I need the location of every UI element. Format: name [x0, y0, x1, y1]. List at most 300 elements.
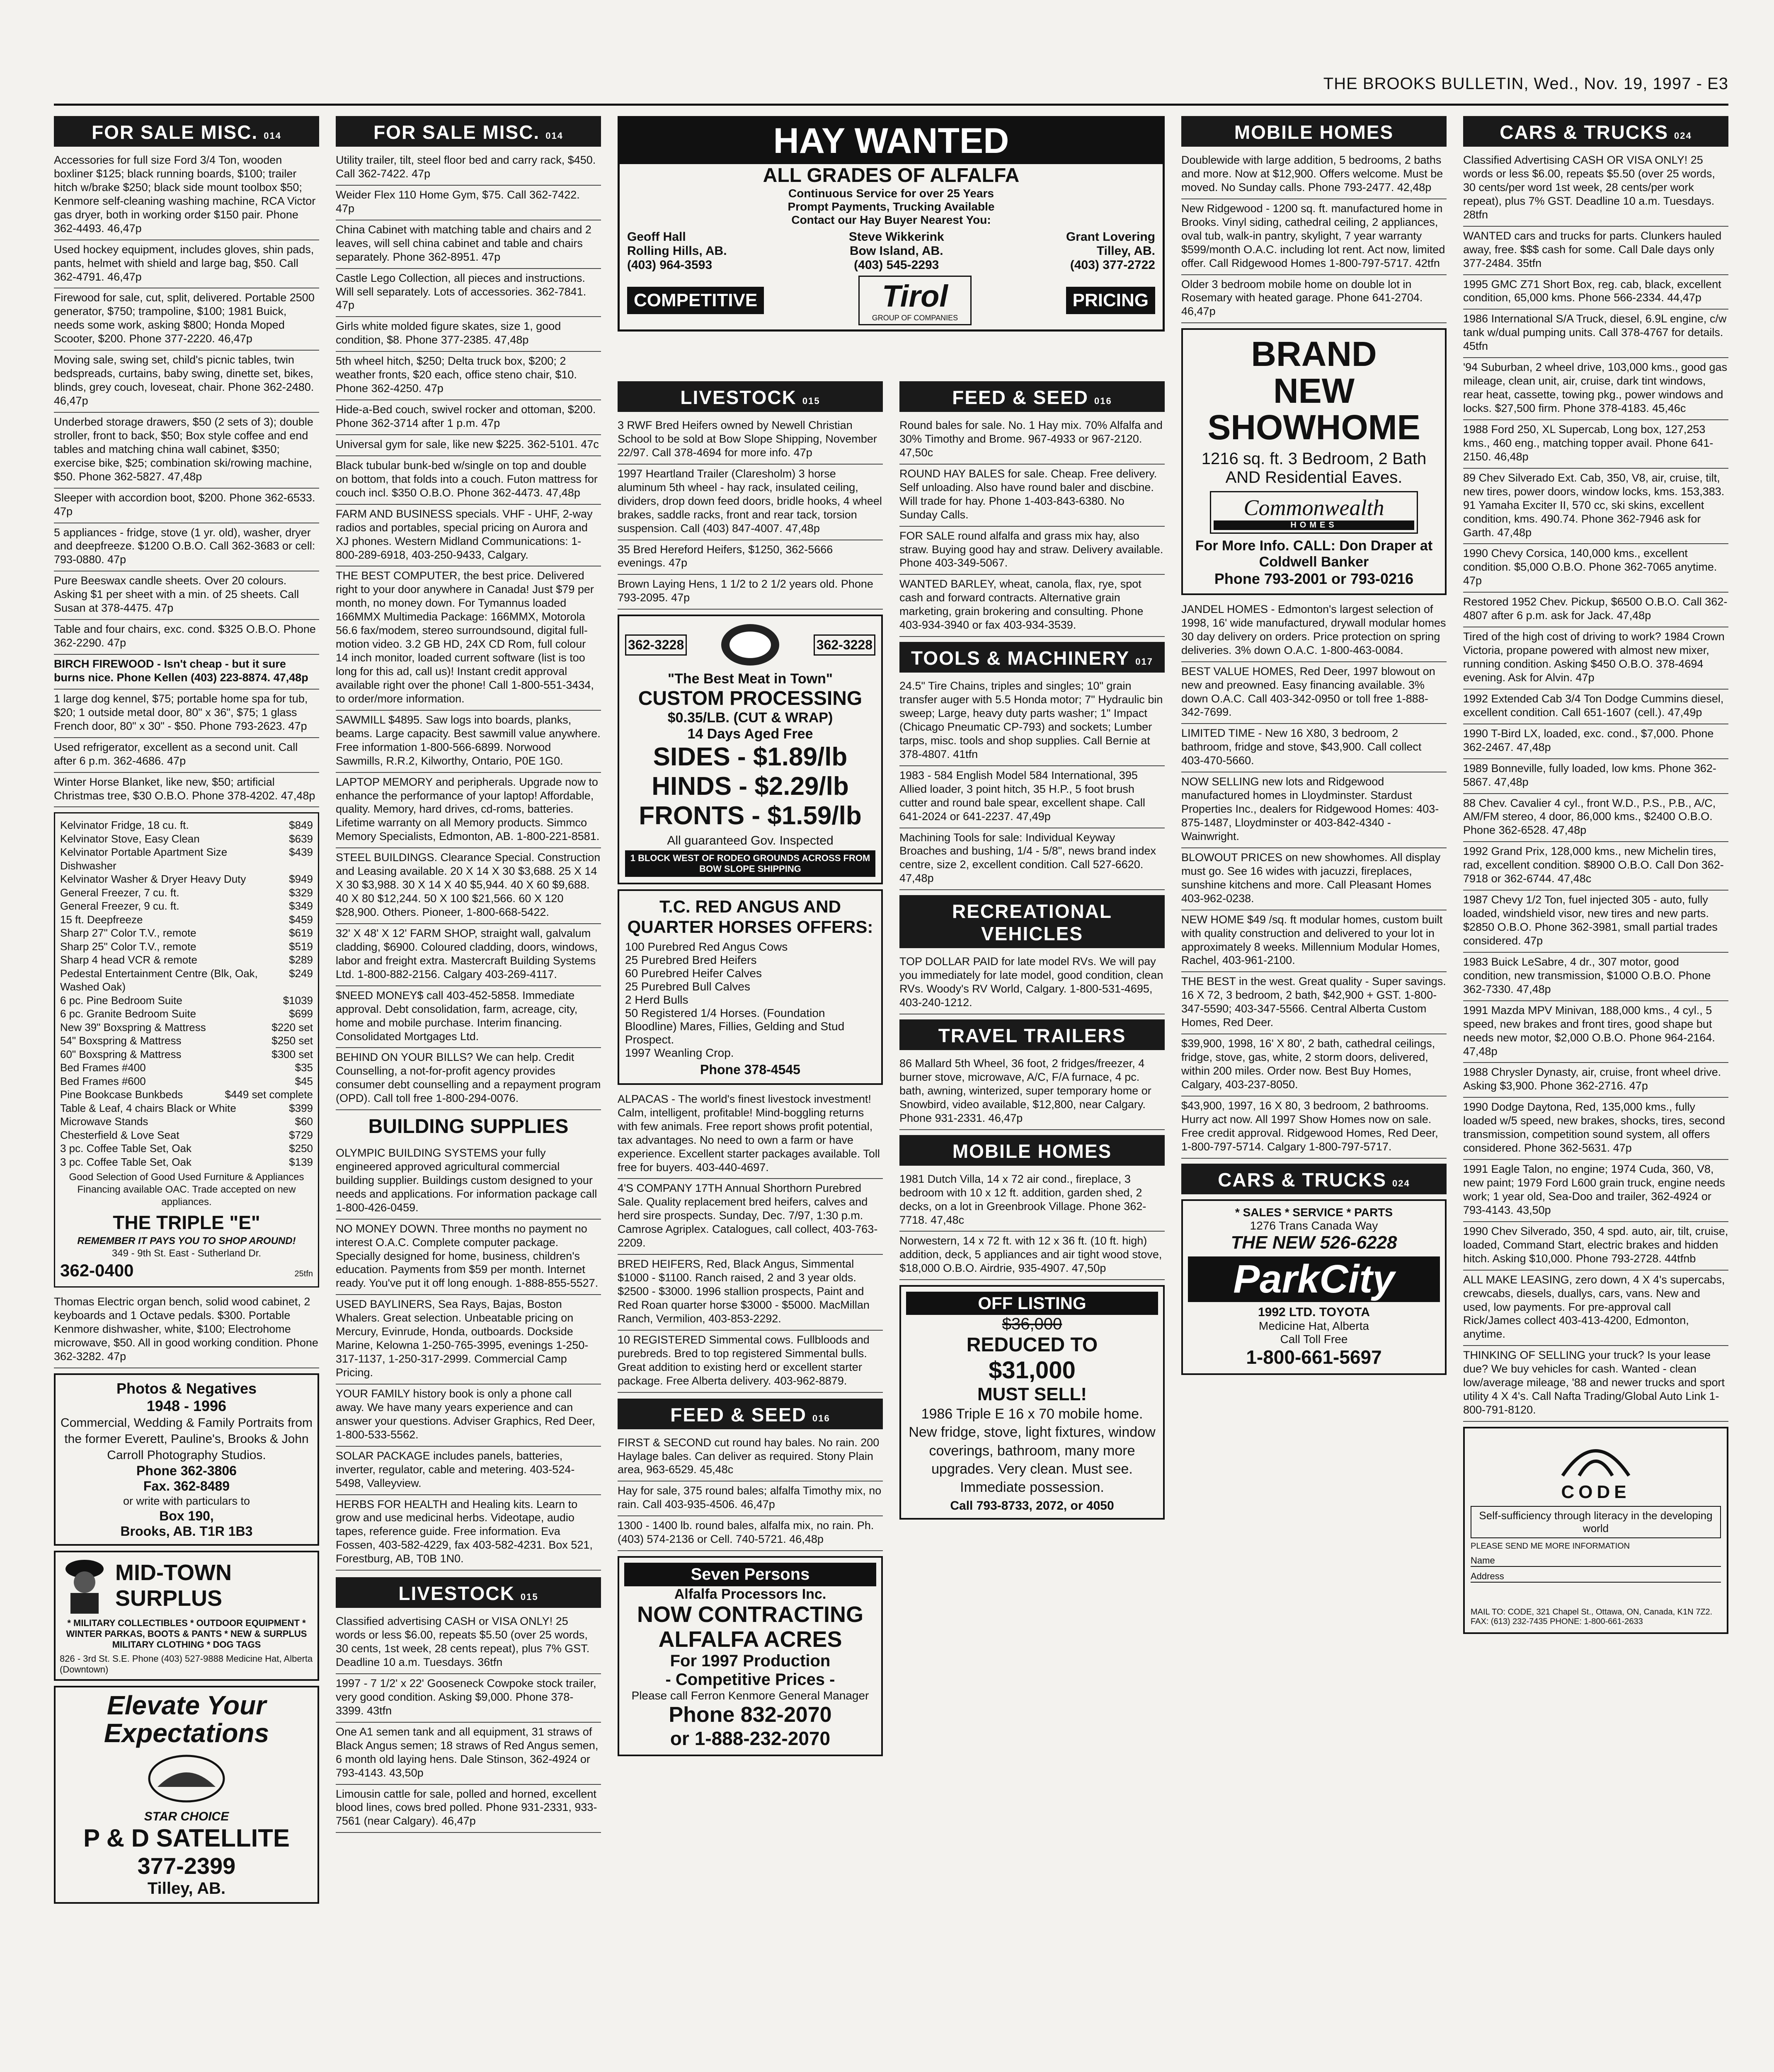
classified-ad: Table and four chairs, exc. cond. $325 O.B.O. Phone 362-2290. 47p — [54, 620, 319, 655]
pd-satellite-ad — [54, 1686, 319, 1903]
classified-ad: 1991 Mazda MPV Minivan, 188,000 kms., 4 cyl., 5 speed, new brakes and front tires, good shape but needs new motor, $2,000 O.B.O. Phone 964-2164. 47,48p — [1463, 1001, 1728, 1063]
ad-list — [899, 677, 1165, 890]
competitive-label: COMPETITIVE — [627, 287, 764, 314]
item-price: $349 — [289, 900, 313, 913]
meat-line: $0.35/LB. (CUT & WRAP) — [667, 710, 833, 726]
price-row — [60, 926, 313, 940]
parkcity-address: 1276 Trans Canada Way — [1250, 1219, 1378, 1232]
classified-ad: 1987 Chevy 1/2 Ton, fuel injected 305 - auto, fully loaded, windshield visor, new tires and new parts. $2850 O.B.O. Phone 362-3981, small partial trades considered. 47p — [1463, 891, 1728, 953]
classified-ad: THE BEST COMPUTER, the best price. Delivered right to your door anywhere in Canada! Just $79 per month, no money down. For Tymannus loaded 166MMX Multimedia Package: 166MMX, Motorola 56.6 fax/modem, stereo surroundsound, digital full-motion video. 3.2 GB HD, 24X CD Rom, full colour 14 inch monitor, loaded current software (list is too long for this ad, call us)! Instant credit approval available right over the phone! Call 1-800-551-3434, to order/more information. — [336, 566, 601, 710]
classified-ad: 24.5" Tire Chains, triples and singles; 10" grain transfer auger with 5.5 Honda motor; 7" Hydraulic bin sweep; Large, heavy duty parts washer; 1" Impact (Chicago Pneumatic CP-793) and sockets; Lumber tarps, misc. tools and shop supplies. Call Bernie at 378-4807. 41tfn — [899, 677, 1165, 766]
price-row — [60, 1048, 313, 1061]
classified-ad: 1981 Dutch Villa, 14 x 72 air cond., fireplace, 3 bedroom with 10 x 12 ft. addition, garden shed, 2 decks, on a lot in Greenbrook Village. Phone 362-7718. 47,48c — [899, 1170, 1165, 1232]
code-tagline: Self-sufficiency through literacy in the developing world — [1471, 1506, 1721, 1538]
page-header: THE BROOKS BULLETIN, Wed., Nov. 19, 1997 - E3 — [1323, 75, 1728, 93]
new-price: $31,000 — [989, 1357, 1076, 1384]
code-name-field[interactable]: Name — [1471, 1555, 1721, 1567]
item-name: General Freezer, 9 cu. ft. — [60, 900, 179, 913]
price-row — [60, 1128, 313, 1142]
hay-buyer-1: Geoff Hall Rolling Hills, AB. (403) 964-3593 — [627, 230, 727, 272]
classified-ad: STEEL BUILDINGS. Clearance Special. Construction and Leasing available. 20 X 14 X 30 $3,688. 25 X 14 X 30 $3,988. 30 X 14 X 40 $5,944. 40 X 60 $9,688. 40 X 80 $12,244. 50 X 100 $21,566. 60 X 120 $28,900. Others. Pioneer, 1-800-668-5422. — [336, 848, 601, 924]
hay-buyer-3: Grant Lovering Tilley, AB. (403) 377-2722 — [1066, 230, 1155, 272]
item-price: $949 — [289, 873, 313, 886]
item-name: 60" Boxspring & Mattress — [60, 1048, 182, 1060]
section-header-for-sale-misc: FOR SALE MISC. 014 — [336, 116, 601, 147]
classified-ad: Girls white molded figure skates, size 1, good condition, $8. Phone 377-2385. 47,48p — [336, 317, 601, 352]
item-price: $139 — [289, 1155, 313, 1168]
reduced-label: REDUCED TO — [966, 1334, 1098, 1356]
item-price: $699 — [289, 1007, 313, 1020]
persons-phone-alt: or 1-888-232-2070 — [670, 1727, 831, 1749]
section-header-building-supplies: BUILDING SUPPLIES — [368, 1116, 569, 1138]
meat-location: 1 BLOCK WEST OF RODEO GROUNDS ACROSS FROM BOW SLOPE SHIPPING — [625, 850, 875, 877]
classified-ad: 4'S COMPANY 17TH Annual Shorthorn Purebred Sale. Quality replacement bred heifers, calves and herd sire prospects. Sunday, Dec. 7/97, 1:30 p.m. Camrose Agriplex. Catalogues, call collect, 403-763-2209. — [618, 1179, 883, 1255]
section-header-feed-seed: FEED & SEED 016 — [899, 381, 1165, 412]
column-4 — [899, 381, 1165, 1525]
section-header-cars-trucks: CARS & TRUCKS 024 — [1463, 116, 1728, 147]
price-row — [60, 953, 313, 967]
item-price: $439 — [289, 846, 313, 859]
classified-ad: HERBS FOR HEALTH and Healing kits. Learn to grow and use medicinal herbs. Videotape, audio tapes, reference guide. Free information. Eva Fossen, 403-582-4229, fax 403-582-4231. Box 521, Forestburg, AB, T0B 1N0. — [336, 1495, 601, 1571]
parkcity-toll-label: Call Toll Free — [1280, 1332, 1348, 1346]
item-price: $300 set — [271, 1048, 313, 1060]
classified-ad: BRED HEIFERS, Red, Black Angus, Simmental $1000 - $1100. Ranch raised, 2 and 3 year olds. $2500 - $3000. 1996 stallion prospects, Paint and Red Roan quarter horse $3000 - $5000. MacMillan Ranch, Vermilion, 403-853-2292. — [618, 1255, 883, 1331]
classified-ad: $NEED MONEY$ call 403-452-5858. Immediate approval. Debt consolidation, farm, acreage, city, home and mobile purchase. Interim financing. Consolidated Mortgages Ltd. — [336, 986, 601, 1048]
price-row — [60, 818, 313, 832]
section-header-cars-trucks: CARS & TRUCKS 024 — [1181, 1164, 1447, 1194]
classified-ad: LAPTOP MEMORY and peripherals. Upgrade now to enhance the performance of your laptop! Affordable, quality. Memory, hard drives, cd-roms, batteries. Lifetime warranty on all Memory products. Simmco Memory Specialists, Edmonton, AB. 1-800-221-8581. — [336, 773, 601, 849]
classified-ad: China Cabinet with matching table and chairs and 2 leaves, will sell china cabinet and table and chairs separately. Phone 362-8951. 47p — [336, 220, 601, 269]
ad-list — [618, 1433, 883, 1552]
item-price: $249 — [289, 967, 313, 980]
off-listing-ad — [899, 1285, 1165, 1520]
parkcity-tag: * SALES * SERVICE * PARTS — [1235, 1205, 1393, 1219]
midtown-name-2: SURPLUS — [115, 1586, 223, 1611]
photos-city: Brooks, AB. T1R 1B3 — [120, 1524, 253, 1539]
item-name: General Freezer, 7 cu. ft. — [60, 886, 179, 899]
classified-ad: 1988 Ford 250, XL Supercab, Long box, 127,253 kms., 460 eng., matching topper avail. Phone 641-2150. 46,48p — [1463, 420, 1728, 469]
item-name: Kelvinator Portable Apartment Size Dishwasher — [60, 846, 228, 872]
newspaper-page — [54, 62, 1728, 2072]
section-header-livestock: LIVESTOCK 015 — [336, 1577, 601, 1608]
parkcity-sub: 1992 LTD. TOYOTA — [1258, 1305, 1370, 1319]
code-literacy-ad — [1463, 1427, 1728, 1634]
classified-ad: SAWMILL $4895. Saw logs into boards, planks, beams. Large capacity. Best sawmill value anywhere. Free information 1-800-566-6899. Norwood Sawmills, R.R.2, Kilworthy, Ontario, P0E 1G0. — [336, 711, 601, 773]
triple-e-address: 349 - 9th St. East - Sutherland Dr. — [111, 1247, 262, 1259]
tc-red-angus-ad — [618, 889, 883, 1085]
classified-ad: BLOWOUT PRICES on new showhomes. All display must go. See 16 wides with jacuzzi, fireplaces, sunshine kitchens and more. Call Pleasant Homes 403-962-0238. — [1181, 848, 1447, 910]
classified-ad: Round bales for sale. No. 1 Hay mix. 70% Alfalfa and 30% Timothy and Brome. 967-4933 or 967-2120. 47,50c — [899, 416, 1165, 465]
meat-line: CUSTOM PROCESSING — [638, 687, 863, 710]
classified-ad: Machining Tools for sale: Individual Keyway Broaches and bushing, 1/4 - 5/8", news brand index centre, size 2, excellent condition. Call 527-6620. 47,48p — [899, 828, 1165, 891]
classified-ad: OLYMPIC BUILDING SYSTEMS your fully engineered approved agricultural commercial building supplier. Buildings custom designed to your needs and applications. For information package call 1-800-426-0459. — [336, 1144, 601, 1220]
brand-new-showhome-ad — [1181, 328, 1447, 595]
price-row — [60, 1061, 313, 1075]
classified-ad: 10 REGISTERED Simmental cows. Fullbloods and purebreds. Bred to top registered Simmental bulls. Great addition to existing herd or excellent starter package. Free Alberta delivery. 403-962-8879. — [618, 1331, 883, 1393]
item-name: 15 ft. Deepfreeze — [60, 913, 143, 926]
hay-buyer-2: Steve Wikkerink Bow Island, AB. (403) 545-2293 — [848, 230, 944, 272]
hay-line: Continuous Service for over 25 Years — [788, 187, 994, 200]
classified-ad: 3 RWF Bred Heifers owned by Newell Christian School to be sold at Bow Slope Shipping, November 22/97. Call 378-4694 for more info. 47p — [618, 416, 883, 465]
item-name: Sharp 27" Color T.V., remote — [60, 927, 196, 939]
item-name: 3 pc. Coffee Table Set, Oak — [60, 1142, 192, 1155]
satellite-headline: Elevate Your — [107, 1690, 267, 1721]
classified-ad: ROUND HAY BALES for sale. Cheap. Free delivery. Self unloading. Also have round baler and discbine. Will trade for hay. Phone 1-403-843-6380. No Sunday Calls. — [899, 465, 1165, 527]
item-price: $329 — [289, 886, 313, 899]
ad-list — [899, 952, 1165, 1014]
list-item: 60 Purebred Heifer Calves — [625, 966, 762, 980]
angus-phone: Phone 378-4545 — [700, 1062, 800, 1077]
photos-years: 1948 - 1996 — [146, 1397, 227, 1415]
parkcity-logo: ParkCity — [1188, 1256, 1440, 1302]
ad-list — [899, 1054, 1165, 1130]
classified-ad: YOUR FAMILY history book is only a phone call away. We have many years experience and can answer your questions. Adviser Graphics, Red Deer, 1-800-533-5562. — [336, 1385, 601, 1447]
meat-price: SIDES - $1.89/lb — [653, 743, 848, 772]
must-sell: MUST SELL! — [977, 1384, 1087, 1405]
classified-ad: 35 Bred Hereford Heifers, $1250, 362-5666 evenings. 47p — [618, 540, 883, 575]
ad-list — [899, 1170, 1165, 1280]
classified-ad: Weider Flex 110 Home Gym, $75. Call 362-7422. 47p — [336, 186, 601, 220]
price-row — [60, 886, 313, 900]
midtown-surplus-ad — [54, 1551, 319, 1681]
section-header-travel-trailers: TRAVEL TRAILERS — [899, 1019, 1165, 1050]
classified-ad: NOW SELLING new lots and Ridgewood manufactured homes in Lloydminster. Stardust Properties Inc., dealers for Ridgewood Homes: 403-875-1487, Lloydminster or 403-842-4340 - Wainwright. — [1181, 772, 1447, 848]
classified-ad: SOLAR PACKAGE includes panels, batteries, inverter, regulator, cable and metering. 403-524-5498, Valleyview. — [336, 1447, 601, 1495]
classified-ad: Older 3 bedroom mobile home on double lot in Rosemary with heated garage. Phone 641-2704. 46,47p — [1181, 275, 1447, 324]
midtown-name: MID-TOWN — [115, 1560, 232, 1585]
midtown-address: 826 - 3rd St. S.E. Phone (403) 527-9888 Medicine Hat, Alberta (Downtown) — [60, 1653, 313, 1675]
price-row — [60, 994, 313, 1007]
classified-ad: 1991 Eagle Talon, no engine; 1974 Cuda, 360, V8, new paint; 1979 Ford L600 grain truck, engine needs work; 1 year old, Sea-Doo and trailer, 362-4924 or 793-4143. 43,50p — [1463, 1160, 1728, 1222]
classified-ad: ALL MAKE LEASING, zero down, 4 X 4's supercabs, crewcabs, diesels, duallys, cars, vans. New and used, low payments. For pre-approval call Rick/James collect 403-413-4200, Edmonton, anytime. — [1463, 1271, 1728, 1346]
item-name: Kelvinator Washer & Dryer Heavy Duty — [60, 873, 246, 886]
item-price: $619 — [289, 927, 313, 939]
showhome-headline: BRAND — [1251, 334, 1377, 374]
item-price: $60 — [295, 1115, 313, 1128]
list-item: 50 Registered 1/4 Horses. (Foundation Bloodline) Mares, Fillies, Gelding and Stud Prospect. — [625, 1006, 845, 1046]
code-logo-icon — [1471, 1434, 1721, 1482]
meat-price: HINDS - $2.29/lb — [652, 772, 849, 801]
satellite-dish-icon — [60, 1748, 313, 1810]
classified-ad: 1986 International S/A Truck, diesel, 6.9L engine, c/w tank w/dual pumping units. Call 378-4767 for details. 45tfn — [1463, 310, 1728, 358]
classified-ad: BIRCH FIREWOOD - Isn't cheap - but it sure burns nice. Phone Kellen (403) 223-8874. 47,48p — [54, 655, 319, 690]
old-price: $36,000 — [1002, 1315, 1062, 1334]
showhome-info: For More Info. CALL: Don Draper at Coldwell Banker — [1195, 537, 1433, 570]
ad-list — [618, 1090, 883, 1393]
classified-ad: One A1 semen tank and all equipment, 31 straws of Black Angus semen; 18 straws of Red Angus semen, 6 month old laying hens. Dale Stinson, 362-4924 or 793-4143. 43,50p — [336, 1723, 601, 1785]
classified-ad: Black tubular bunk-bed w/single on top and double on bottom, that folds into a couch. Futon mattress for couch incl. $350 O.B.O. Phone 362-4473. 47,48p — [336, 456, 601, 505]
item-price: $639 — [289, 832, 313, 845]
column-2 — [336, 116, 601, 1833]
triple-e-tagline: REMEMBER IT PAYS YOU TO SHOP AROUND! — [77, 1235, 296, 1247]
item-name: New 39" Boxspring & Mattress — [60, 1021, 206, 1034]
price-row — [60, 1101, 313, 1115]
angus-headline: T.C. RED ANGUS AND QUARTER HORSES OFFERS: — [627, 897, 873, 937]
classified-ad: 1992 Grand Prix, 128,000 kms., new Michelin tires, rad, excellent condition. $8900 O.B.O. Call Don 362-7918 or 362-6744. 47,48c — [1463, 842, 1728, 891]
classified-ad: NO MONEY DOWN. Three months no payment no interest O.A.C. Complete computer package. Specially designed for home, business, children's education. Payments from $59 per month. Internet ready. You've put it off long enough. 1-888-855-5527. — [336, 1220, 601, 1295]
persons-name: Seven Persons — [624, 1563, 876, 1586]
list-item: 100 Purebred Red Angus Cows — [625, 940, 788, 953]
hay-wanted-subtitle: ALL GRADES OF ALFALFA — [763, 165, 1020, 186]
photos-body: Commercial, Wedding & Family Portraits from the former Everett, Pauline's, Brooks & John Carroll Photography Studios. — [61, 1416, 313, 1462]
photos-negatives-ad — [54, 1373, 319, 1546]
column-3 — [618, 381, 883, 1761]
item-name: 6 pc. Granite Bedroom Suite — [60, 1007, 196, 1020]
photos-title: Photos & Negatives — [116, 1380, 257, 1397]
price-row — [60, 913, 313, 927]
classified-ad: Thomas Electric organ bench, solid wood cabinet, 2 keyboards and 1 Octave pedals. $300. Portable Kenmore dishwasher, white, $100; Electrohome microwave, $50. All in good working condition. Phone 362-3282. 47p — [54, 1293, 319, 1368]
ad-list — [618, 416, 883, 610]
classified-ad: THE BEST in the west. Great quality - Super savings. 16 X 72, 3 bedroom, 2 bath, $42,900 + GST. 1-800-347-5590; 403-347-5566. Central Alberta Custom Homes, Red Deer. — [1181, 972, 1447, 1034]
classified-ad: 1988 Chrysler Dynasty, air, cruise, front wheel drive. Asking $3,900. Phone 362-2716. 47p — [1463, 1063, 1728, 1098]
angus-list — [625, 940, 875, 1060]
section-header-for-sale-misc: FOR SALE MISC. 014 — [54, 116, 319, 147]
item-price: $1039 — [283, 994, 313, 1007]
hay-line: Prompt Payments, Trucking Available — [788, 200, 995, 213]
persons-sub: Alfalfa Processors Inc. — [674, 1586, 826, 1602]
code-address-field[interactable]: Address — [1471, 1571, 1721, 1583]
price-row — [60, 872, 313, 886]
pricing-label: PRICING — [1066, 287, 1155, 314]
classified-ad: 88 Chev. Cavalier 4 cyl., front W.D., P.S., P.B., A/C, AM/FM stereo, 4 door, 86,000 kms., $2400 O.B.O. Phone 362-6528. 47,48p — [1463, 794, 1728, 842]
persons-line: - Competitive Prices - — [665, 1670, 835, 1689]
price-row — [60, 1021, 313, 1034]
satellite-town: Tilley, AB. — [147, 1879, 226, 1898]
classified-ad: 32' X 48' X 12' FARM SHOP, straight wall, galvalum cladding, $6900. Coloured cladding, doors, windows, labor and freight extra. Mastercraft Building Systems Ltd. 1-800-882-2156. Calgary 403-269-4117. — [336, 924, 601, 986]
parkcity-city: Medicine Hat, Alberta — [1258, 1319, 1369, 1332]
satellite-name: P & D SATELLITE — [83, 1824, 290, 1852]
price-row — [60, 1088, 313, 1101]
classified-ad: 1989 Bonneville, fully loaded, low kms. Phone 362-5867. 47,48p — [1463, 759, 1728, 794]
classified-ad: 1990 T-Bird LX, loaded, exc. cond., $7,000. Phone 362-2467. 47,48p — [1463, 724, 1728, 759]
classified-ad: Firewood for sale, cut, split, delivered. Portable 2500 generator, $750; trampoline, $100; 1981 Buick, needs some work, asking $800; Honda Moped Scooter, $200. Phone 377-2220. 46,47p — [54, 288, 319, 351]
hay-wanted-ad — [618, 116, 1165, 332]
item-price: $35 — [295, 1061, 313, 1074]
ad-list — [336, 1144, 601, 1571]
persons-phone: Phone 832-2070 — [669, 1702, 832, 1727]
classified-ad: 89 Chev Silverado Ext. Cab, 350, V8, air, cruise, tilt, new tires, power doors, window locks, kms. 153,383. 91 Yamaha Exciter II, 570 cc, ski skins, excellent condition, kms. 490.74. Phone 362-7946 ask for Garth. 47,48p — [1463, 469, 1728, 545]
photos-box: Box 190, — [159, 1508, 214, 1524]
classified-ad: Norwestern, 14 x 72 ft. with 12 x 36 ft. (10 ft. high) addition, deck, 5 appliances and air tight wood stove, $18,000 O.B.O. Airdrie, 935-4907. 47,50p — [899, 1232, 1165, 1280]
off-listing-body: 1986 Triple E 16 x 70 mobile home. New fridge, stove, light fixtures, window coverings, bathroom, many more upgrades. Very clean. Must see. Immediate possession. — [909, 1406, 1156, 1495]
item-price: $449 set complete — [225, 1088, 313, 1101]
section-header-recreational-vehicles: RECREATIONAL VEHICLES — [899, 895, 1165, 948]
classified-ad: $43,900, 1997, 16 X 80, 3 bedroom, 2 bathrooms. Hurry act now. All 1997 Show Homes now on sale. Free credit approval. Ridgewood Homes, Red Deer, 1-800-797-5714. Calgary 1-800-797-5717. — [1181, 1097, 1447, 1159]
showhome-phone: Phone 793-2001 or 793-0216 — [1214, 570, 1414, 587]
park-city-toyota-ad — [1181, 1199, 1447, 1375]
persons-line: NOW CONTRACTING ALFALFA ACRES — [637, 1602, 863, 1652]
item-name: Chesterfield & Love Seat — [60, 1128, 179, 1141]
section-header-feed-seed: FEED & SEED 016 — [618, 1399, 883, 1429]
column-3-4 — [618, 116, 1165, 1749]
classified-ad: Classified advertising CASH or VISA ONLY! 25 words or less $6.00, repeats $5.50 (over 25 words, 30 cents, 1st week, 28 cents repeat), plus 7% GST. Deadline 10 a.m. Tuesdays. 36tfn — [336, 1612, 601, 1674]
classified-ad: Moving sale, swing set, child's picnic tables, twin bedspreads, curtains, baby swing, dinette set, bikes, blinds, grey couch, loveseat, chair. Phone 362-2480. 46,47p — [54, 351, 319, 413]
price-row — [60, 1075, 313, 1088]
classified-ad: 1983 - 584 English Model 584 International, 395 Allied loader, 3 point hitch, 35 H.P., 5 foot brush cutter and round bale spear, excellent shape. Call 641-2024 or 641-2237. 47,49p — [899, 766, 1165, 828]
column-1 — [54, 116, 319, 1909]
classified-ad: Restored 1952 Chev. Pickup, $6500 O.B.O. Call 362-4807 after 6 p.m. ask for Jack. 47,48p — [1463, 593, 1728, 627]
classified-ad: Used refrigerator, excellent as a second unit. Call after 6 p.m. 362-4686. 47p — [54, 738, 319, 773]
price-row — [60, 832, 313, 846]
price-row — [60, 1007, 313, 1021]
classified-ad: 5 appliances - fridge, stove (1 yr. old), washer, dryer and deepfreeze. $1200 O.B.O. Call 362-3683 or cell: 793-0880. 47p — [54, 523, 319, 572]
triple-e-note: Good Selection of Good Used Furniture & Appliances Financing available OAC. Trade accepted on new appliances. — [69, 1172, 304, 1208]
section-header-mobile-homes: MOBILE HOMES — [899, 1135, 1165, 1166]
classified-ad: 1983 Buick LeSabre, 4 dr., 307 motor, good condition, new transmission, $1000 O.B.O. Phone 362-7330. 47,48p — [1463, 953, 1728, 1001]
classified-ad: 1990 Chev Silverado, 350, 4 spd. auto, air, tilt, cruise, loaded, Command Start, electric brakes and hidden hitch. Asking $10,000. Phone 793-2728. 44tfnb — [1463, 1222, 1728, 1271]
classified-ad: FARM AND BUSINESS specials. VHF - UHF, 2-way radios and portables, special pricing on Aurora and XJ phones. Western Midland Communications: 1-800-289-6918, 403-250-9433, Calgary. — [336, 505, 601, 567]
meat-price: FRONTS - $1.59/lb — [639, 801, 862, 830]
classified-ad: THINKING OF SELLING your truck? Is your lease due? We buy vehicles for cash. Wanted - clean low/average mileage, '88 and newer trucks and sport utility 4 X 4's. Call Nafta Trading/Global Auto Link 1-800-791-8120. — [1463, 1346, 1728, 1422]
photos-write: or write with particulars to — [123, 1495, 250, 1508]
list-item: 25 Purebred Bred Heifers — [625, 953, 757, 966]
persons-line: Please call Ferron Kenmore General Manager — [631, 1689, 869, 1702]
triple-e-phone: 362-0400 — [60, 1260, 134, 1280]
satellite-phone: 377-2399 — [137, 1852, 236, 1879]
column-mobile-homes — [1181, 116, 1447, 1380]
parkcity-toll-number: 1-800-661-5697 — [1246, 1346, 1382, 1368]
ad-list — [336, 151, 601, 1110]
item-price: $399 — [289, 1101, 313, 1114]
ad-list — [1181, 600, 1447, 1159]
classified-ad: 1990 Dodge Daytona, Red, 135,000 kms., fully loaded w/5 speed, new brakes, shocks, tires, second transmission, competition sound system, all offers considered. Phone 362-5631. 47p — [1463, 1098, 1728, 1160]
classified-ad: Universal gym for sale, like new $225. 362-5101. 47c — [336, 435, 601, 456]
classified-ad: Used hockey equipment, includes gloves, shin pads, pants, helmet with shield and large bag, $50. Call 362-4791. 46,47p — [54, 240, 319, 289]
classified-ad: BEHIND ON YOUR BILLS? We can help. Credit Counselling, a not-for-profit agency provides consumer debt counselling and a repayment program (OPD). Call toll free 1-800-294-0076. — [336, 1048, 601, 1110]
ad-list — [1181, 151, 1447, 323]
meat-phone: 362-3228 — [625, 634, 687, 656]
triple-e-ad — [54, 812, 319, 1288]
item-price: $45 — [295, 1075, 313, 1087]
classified-ad: 1997 Heartland Trailer (Claresholm) 3 horse aluminum 5th wheel - hay rack, insulated ceiling, dividers, drop down feed doors, bridle hooks, 4 wheel brakes, saddle racks, front and rear tack, torsion suspension. Call (403) 847-4007. 47,48p — [618, 465, 883, 540]
item-name: Bed Frames #400 — [60, 1061, 146, 1074]
commonwealth-logo: Commonwealth HOMES — [1210, 491, 1418, 534]
item-price: $459 — [289, 913, 313, 926]
item-name: Kelvinator Stove, Easy Clean — [60, 832, 200, 845]
meat-processing-ad — [618, 615, 883, 884]
classified-ad: Winter Horse Blanket, like new, $50; artificial Christmas tree, $30 O.B.O. Phone 378-4202. 47,48p — [54, 773, 319, 808]
classified-ad: 1995 GMC Z71 Short Box, reg. cab, black, excellent condition, 65,000 kms. Phone 566-2334. 44,47p — [1463, 275, 1728, 310]
photos-phone: Phone 362-3806 — [136, 1463, 237, 1479]
classified-ad: $39,900, 1998, 16' X 80', 2 bath, cathedral ceilings, fridge, stove, gas, white, 2 storm doors, delivered, within 200 miles. Order now. Best Buy Homes, Calgary, 403-237-8050. — [1181, 1034, 1447, 1097]
list-item: 1997 Weanling Crop. — [625, 1046, 734, 1059]
item-name: Table & Leaf, 4 chairs Black or White — [60, 1101, 236, 1114]
classified-ad: USED BAYLINERS, Sea Rays, Bajas, Boston Whalers. Great selection. Unbeatable pricing on Mercury, Evinrude, Honda, outboards. Dockside Marine, Kelowna 1-250-765-3995, evenings 1-250-317-1137, 1-250-317-2999. Commercial Camp Pricing. — [336, 1295, 601, 1385]
classified-ad: Tired of the high cost of driving to work? 1984 Crown Victoria, propane powered with almost new mixer, running condition. Asking $450 O.B.O. 378-4694 evening. Ask for Alvin. 47p — [1463, 627, 1728, 690]
brooks-meats-logo-icon — [719, 622, 781, 668]
price-row — [60, 1142, 313, 1155]
satellite-headline-2: Expectations — [104, 1718, 269, 1748]
item-name: Sharp 25" Color T.V., remote — [60, 940, 196, 953]
item-price: $220 set — [271, 1021, 313, 1034]
code-send: PLEASE SEND ME MORE INFORMATION — [1471, 1542, 1630, 1551]
classified-ad: Doublewide with large addition, 5 bedrooms, 2 baths and more. Now at $12,900. Offers welcome. Must be moved. No Sunday calls. Phone 793-2477. 42,48p — [1181, 151, 1447, 199]
midtown-items: * MILITARY COLLECTIBLES * OUTDOOR EQUIPMENT * WINTER PARKAS, BOOTS & PANTS * NEW & SURPLUS MILITARY CLOTHING * DOG TAGS — [66, 1618, 307, 1650]
classified-ad: Limousin cattle for sale, polled and horned, excellent blood lines, cows bred polled. Phone 931-2331, 933-7561 (near Calgary). 46,47p — [336, 1785, 601, 1833]
price-row — [60, 940, 313, 954]
classified-ad: 1 large dog kennel, $75; portable home spa for tub, $20; 1 outside metal door, 80" x 36", $75; 1 glass French door, 80" x 30" - $50. Phone 793-2623. 47p — [54, 690, 319, 738]
item-name: 6 pc. Pine Bedroom Suite — [60, 994, 182, 1007]
item-price: $849 — [289, 819, 313, 832]
off-listing-title: OFF LISTING — [906, 1292, 1158, 1315]
item-name: Microwave Stands — [60, 1115, 148, 1128]
classified-ad: BEST VALUE HOMES, Red Deer, 1997 blowout on new and preowned. Easy financing available. 3% down O.A.C. Call 403-342-0950 or toll free 1-888-342-7699. — [1181, 662, 1447, 724]
showhome-headline: NEW — [1273, 371, 1355, 410]
list-item: 25 Purebred Bull Calves — [625, 980, 750, 993]
price-row — [60, 967, 313, 994]
section-header-mobile-homes: MOBILE HOMES — [1181, 116, 1447, 147]
price-row — [60, 1155, 313, 1169]
classified-ad: Brown Laying Hens, 1 1/2 to 2 1/2 years old. Phone 793-2095. 47p — [618, 575, 883, 610]
code-name: CODE — [1561, 1482, 1631, 1502]
classified-ad: '94 Suburban, 2 wheel drive, 103,000 kms., good gas mileage, clean unit, air, cruise, dark tint windows, rear heat, cassette, towing pkg., power windows and locks. $27,500 firm. Phone 378-4183. 45,46c — [1463, 358, 1728, 420]
classified-ad: Underbed storage drawers, $50 (2 sets of 3); double stroller, front to back, $50; Box style coffee and end tables and matching china wall cabinet, $350; exercise bike, $25; combination ski/rowing machine, $50. Phone 362-5827. 47,48p — [54, 413, 319, 489]
classified-ad: Castle Lego Collection, all pieces and instructions. Will sell separately. Lots of accessories. 362-7841. 47p — [336, 269, 601, 317]
item-name: Bed Frames #600 — [60, 1075, 146, 1087]
meat-inspected: All guaranteed Gov. Inspected — [667, 834, 834, 848]
classified-ad: WANTED BARLEY, wheat, canola, flax, rye, spot cash and forward contracts. Alternative grain marketing, grain brokering and consulting. Phone 403-934-3940 or fax 403-934-3539. — [899, 575, 1165, 637]
classified-ad: JANDEL HOMES - Edmonton's largest selection of 1998, 16' wide manufactured, drywall modular homes 30 day delivery on orders. Price protection on spring deliveries. 3% down O.A.C. 1-800-463-0084. — [1181, 600, 1447, 662]
classified-ad: TOP DOLLAR PAID for late model RVs. We will pay you immediately for late model, good condition, clean RVs. Woody's RV World, Calgary. 1-800-531-4695, 403-240-1212. — [899, 952, 1165, 1014]
classified-ad: Utility trailer, tilt, steel floor bed and carry rack, $450. Call 362-7422. 47p — [336, 151, 601, 186]
photos-fax: Fax. 362-8489 — [143, 1479, 230, 1494]
price-row — [60, 1115, 313, 1128]
item-price: $519 — [289, 940, 313, 953]
classified-ad: FOR SALE round alfalfa and grass mix hay, also straw. Buying good hay and straw. Delivery available. Phone 403-349-5067. — [899, 527, 1165, 575]
classified-ad: Accessories for full size Ford 3/4 Ton, wooden boxliner $125; black running boards, $100; trailer hitch w/brake $250; black side mount toolbox $50; Kenmore self-cleaning washing machine, RCA Victor gas dryer, both in working order $150 pair. Phone 362-4493. 46,47p — [54, 151, 319, 240]
tirol-logo: Tirol GROUP OF COMPANIES — [858, 276, 972, 325]
ad-list — [1463, 151, 1728, 1422]
column-5 — [1463, 116, 1728, 1639]
item-name: 54" Boxspring & Mattress — [60, 1034, 182, 1047]
ad-ref: 25tfn — [294, 1269, 313, 1278]
classified-ad: 1300 - 1400 lb. round bales, alfalfa mix, no rain. Ph. (403) 574-2136 or Cell. 740-5721. 46,48p — [618, 1516, 883, 1551]
seven-persons-ad — [618, 1556, 883, 1756]
hay-line: Contact our Hay Buyer Nearest You: — [791, 213, 991, 226]
classified-ad: 1997 - 7 1/2' x 22' Gooseneck Cowpoke stock trailer, very good condition. Asking $9,000. Phone 378-3399. 43tfn — [336, 1674, 601, 1723]
classified-ad: FIRST & SECOND cut round hay bales. No rain. 200 Haylage bales. Can deliver as required. Stony Plain area, 963-6529. 45,48c — [618, 1433, 883, 1482]
code-mail: MAIL TO: CODE, 321 Chapel St., Ottawa, ON, Canada, K1N 7Z2. FAX: (613) 232-7435 PHONE: 1-800-661-2633 — [1471, 1607, 1713, 1626]
item-name: Sharp 4 head VCR & remote — [60, 954, 197, 966]
off-listing-phone: Call 793-8733, 2072, or 4050 — [950, 1499, 1114, 1513]
classified-ad: NEW HOME $49 /sq. ft modular homes, custom built with quality construction and delivered to your lot in approximately 8 weeks. Millennium Modular Homes, Rachel, 403-961-2100. — [1181, 910, 1447, 973]
meat-tagline: "The Best Meat in Town" — [667, 671, 833, 687]
showhome-desc: 1216 sq. ft. 3 Bedroom, 2 Bath AND Residential Eaves. — [1201, 449, 1427, 487]
meat-phone: 362-3228 — [814, 634, 875, 656]
classified-ad: 1990 Chevy Corsica, 140,000 kms., excellent condition. $5,000 O.B.O. Phone 362-7065 anytime. 47p — [1463, 544, 1728, 593]
item-name: Pedestal Entertainment Centre (Blk, Oak, Washed Oak) — [60, 967, 258, 993]
classified-ad: 86 Mallard 5th Wheel, 36 foot, 2 fridges/freezer, 4 burner stove, microwave, A/C, F/A furnace, 4 pc. bath, awning, winterized, super temporary home or Snowbird, video available, $12,800, near Calgary. Phone 931-2331. 46,47p — [899, 1054, 1165, 1130]
item-price: $729 — [289, 1128, 313, 1141]
classified-ad: New Ridgewood - 1200 sq. ft. manufactured home in Brooks. Vinyl siding, cathedral ceiling, 2 appliances, oval tub, walk-in pantry, skylight, 7 year warranty $599/month O.A.C. including lot rent. Act now, limited offer. Call Ridgewood Homes 1-800-797-5717. 42tfn — [1181, 199, 1447, 275]
price-list — [60, 818, 313, 1169]
price-row — [60, 1034, 313, 1048]
classified-ad: WANTED cars and trucks for parts. Clunkers hauled away, free. $$$ cash for some. Call Dale days only 377-2484. 35tfn — [1463, 227, 1728, 275]
persons-line: For 1997 Production — [670, 1651, 831, 1670]
showhome-headline: SHOWHOME — [1207, 407, 1420, 447]
item-price: $289 — [289, 954, 313, 966]
list-item: 2 Herd Bulls — [625, 993, 688, 1006]
item-name: 3 pc. Coffee Table Set, Oak — [60, 1155, 192, 1168]
star-choice-logo: STAR CHOICE — [144, 1809, 229, 1823]
classified-ad: Pure Beeswax candle sheets. Over 20 colours. Asking $1 per sheet with a min. of 25 sheets. Call Susan at 378-4475. 47p — [54, 571, 319, 620]
classified-ad: Classified Advertising CASH OR VISA ONLY! 25 words or less $6.00, repeats $5.50 (over 25 words, 30 cents/per word 1st week, 28 cents/per work repeat), plus 7% GST. Deadline 10 a.m. Tuesdays. 28tfn — [1463, 151, 1728, 227]
parkcity-phone: THE NEW 526-6228 — [1231, 1232, 1397, 1253]
classified-ad: Sleeper with accordion boot, $200. Phone 362-6533. 47p — [54, 489, 319, 523]
price-row — [60, 845, 313, 872]
classified-ad: Hide-a-Bed couch, swivel rocker and ottoman, $200. Phone 362-3714 after 1 p.m. 47p — [336, 400, 601, 435]
soldier-icon — [60, 1556, 109, 1615]
